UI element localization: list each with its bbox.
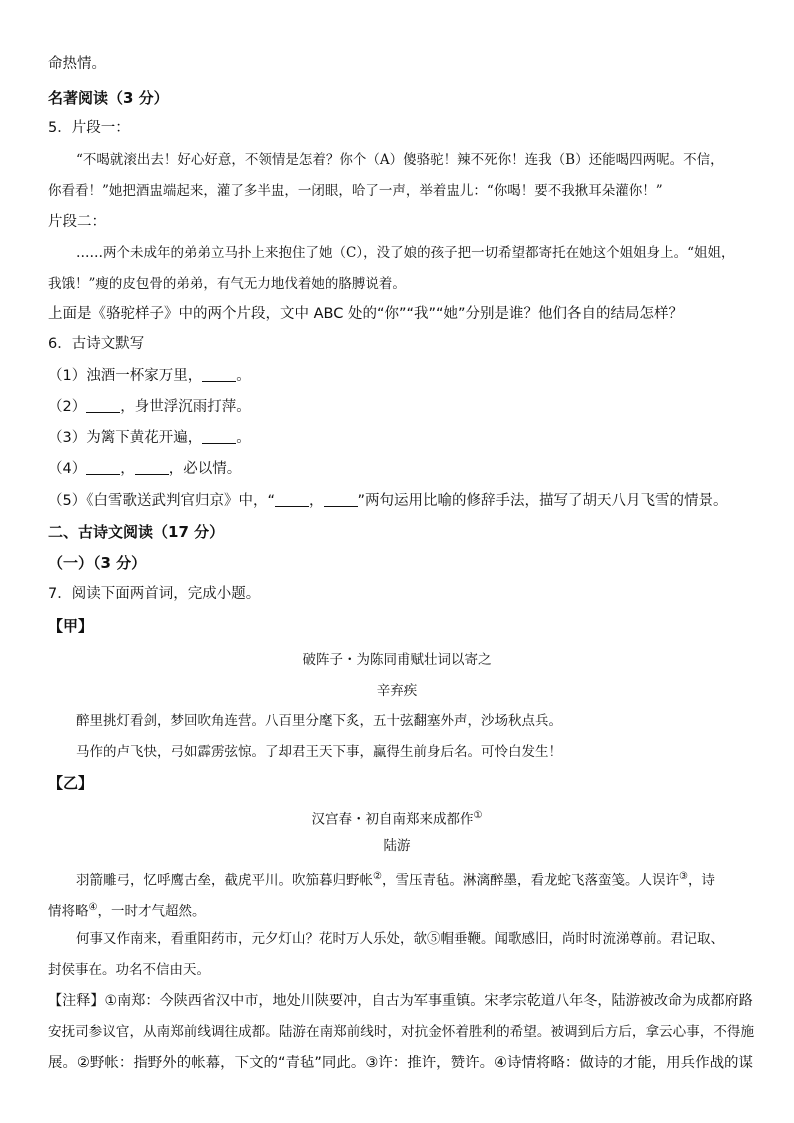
q6-item-1 (48, 366, 251, 386)
note-marker: ③ (678, 871, 688, 882)
excerpt-2-line-1: ……两个未成年的弟弟立马扑上来抱住了她（C），没了娘的孩子把一切希望都寄托在她这个姐姐身上。“姐姐， (76, 245, 735, 261)
q6-4-comma: ， (120, 461, 135, 477)
q6-item-2 (48, 397, 251, 417)
q6-3-end: 。 (236, 430, 251, 446)
answer-blank[interactable] (275, 492, 309, 507)
poem-2-line-3: 何事又作南来，看重阳药市，元夕灯山？花时万人乐处，欹⑤帽垂鞭。闻歌感旧，尚时时流涕尊前。君记取、 (76, 931, 724, 947)
q6-1-end: 。 (236, 368, 251, 384)
q6-5-comma: ， (309, 493, 324, 509)
q6-2-text: ，身世浮沉雨打萍。 (120, 399, 251, 415)
annotation-line-1: 【注释】①南郑：今陕西省汉中市，地处川陕要冲，自古为军事重镇。宋孝宗乾道八年冬，陆游被改命为成都府路 (48, 993, 753, 1009)
section-heading-2: 二、古诗文阅读（17 分） (48, 523, 225, 541)
poem-1-title: 破阵子・为陈同甫赋壮词以寄之 (302, 652, 492, 668)
poem-2-line-1-c: ，诗 (687, 872, 715, 889)
excerpt-2-title: 片段二： (48, 214, 106, 230)
poem-2-title-text: 汉宫春・初自南郑来成都作 (311, 811, 474, 828)
note-marker: ① (473, 810, 483, 821)
question-5-title: 5．片段一： (48, 120, 130, 136)
note-marker: ④ (88, 902, 98, 913)
q6-3-text: （3）为篱下黄花开遍， (48, 430, 203, 446)
q6-item-3 (48, 428, 251, 448)
q6-item-4 (48, 459, 241, 479)
answer-blank[interactable] (202, 367, 236, 382)
q6-5-text: （5）《白雪歌送武判官归京》中，“ (48, 493, 275, 509)
q6-4-text: ，必以情。 (168, 461, 242, 477)
q6-1-text: （1）浊酒一杯家万里， (48, 368, 203, 384)
poem-2-line-2 (48, 898, 205, 922)
answer-blank[interactable] (86, 460, 120, 475)
answer-blank[interactable] (202, 429, 236, 444)
q6-2-num: （2） (48, 399, 87, 415)
poem-2-line-1 (76, 867, 715, 891)
poem-1-author: 辛弃疾 (376, 683, 418, 699)
poem-1-line-1: 醉里挑灯看剑，梦回吹角连营。八百里分麾下炙，五十弦翻塞外声，沙场秋点兵。 (76, 713, 562, 729)
excerpt-1-line-2: 你看看！”她把酒盅端起来，灌了多半盅，一闭眼，哈了一声，举着盅儿：“你喝！要不我揪耳朵灌你！” (48, 183, 663, 199)
question-7-title: 7．阅读下面两首词，完成小题。 (48, 586, 261, 602)
note-marker: ② (373, 871, 382, 882)
annotation-line-2: 安抚司参议官，从南郑前线调往成都。陆游在南郑前线时，对抗金怀着胜利的希望。被调到后方后，拿云心事，不得施 (48, 1024, 755, 1040)
q6-item-5 (48, 491, 728, 511)
text-line: 命热情。 (48, 56, 106, 72)
subsection-heading-1: （一）（3 分） (48, 554, 147, 572)
q6-5-end: ”两句运用比喻的修辞手法，描写了胡天八月飞雪的情景。 (357, 493, 728, 509)
question-6-title: 6．古诗文默写 (48, 336, 145, 352)
poem-2-title (0, 806, 794, 830)
answer-blank[interactable] (86, 398, 120, 413)
label-yi: 【乙】 (48, 774, 94, 792)
excerpt-1-line-1: “不喝就滚出去！好心好意，不领情是怎着？你个（A）傻骆驼！辣不死你！连我（B）还能喝四两呢。不信， (76, 152, 724, 168)
annotation-line-3: 展。②野帐：指野外的帐幕，下文的“青毡”同此。③许：推许，赞许。④诗情将略：做诗的才能，用兵作战的谋 (48, 1055, 753, 1071)
poem-2-line-2-a: 情将略 (48, 903, 89, 920)
poem-2-author: 陆游 (383, 838, 411, 854)
answer-blank[interactable] (135, 460, 169, 475)
poem-1-line-2: 马作的卢飞快，弓如霹雳弦惊。了却君王天下事，赢得生前身后名。可怜白发生！ (76, 744, 562, 760)
label-jia: 【甲】 (48, 617, 94, 635)
poem-2-line-1-a: 羽箭雕弓，忆呼鹰古垒，截虎平川。吹笳暮归野帐 (76, 872, 373, 889)
q6-4-num: （4） (48, 461, 87, 477)
answer-blank[interactable] (324, 492, 358, 507)
question-5-prompt: 上面是《骆驼样子》中的两个片段，文中 ABC 处的“你”“我”“她”分别是谁？他们各自的结局怎样？ (48, 306, 684, 322)
excerpt-2-line-2: 我饿！”瘦的皮包骨的弟弟，有气无力地伐着她的胳膊说着。 (48, 276, 406, 292)
poem-2-line-4: 封侯事在。功名不信由天。 (48, 962, 210, 978)
poem-2-line-2-b: ，一时才气超然。 (97, 903, 206, 920)
section-heading-mingzhu: 名著阅读（3 分） (48, 89, 169, 107)
poem-2-line-1-b: ，雪压青毡。淋漓醉墨，看龙蛇飞落蛮笺。人误许 (381, 872, 679, 889)
